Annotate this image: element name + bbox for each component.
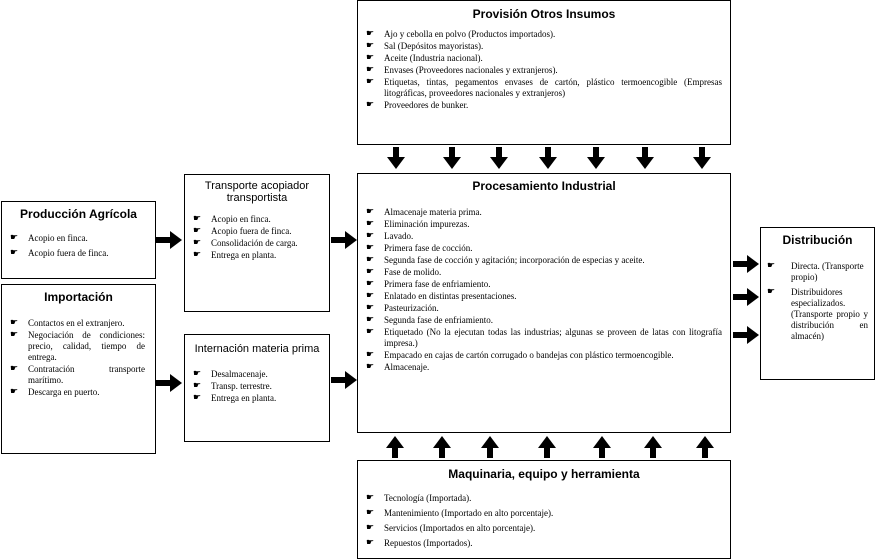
arrow-up-icon	[433, 436, 451, 458]
list-item: ☛ Acopio fuera de finca.	[10, 248, 109, 258]
list-item: ☛ Consolidación de carga.	[193, 238, 298, 248]
pointing-hand-icon: ☛	[366, 362, 375, 372]
pointing-hand-icon: ☛	[10, 330, 19, 340]
list-item: ☛ Ajo y cebolla en polvo (Productos importados).	[366, 29, 556, 39]
pointing-hand-icon: ☛	[366, 267, 375, 277]
pointing-hand-icon: ☛	[193, 214, 202, 224]
list-item: ☛ Transp. terrestre.	[193, 381, 272, 391]
list-item: ☛ Contratación transporte marítimo.	[10, 364, 145, 385]
pointing-hand-icon: ☛	[193, 369, 202, 379]
pointing-hand-icon: ☛	[366, 231, 375, 241]
pointing-hand-icon: ☛	[193, 238, 202, 248]
list-item: ☛ Tecnología (Importada).	[366, 493, 472, 503]
list-item: ☛ Entrega en planta.	[193, 393, 277, 403]
pointing-hand-icon: ☛	[366, 350, 375, 360]
list-item: ☛ Repuestos (Importados).	[366, 538, 473, 548]
distribucion-title: Distribución	[782, 233, 853, 247]
arrow-up-icon	[593, 436, 611, 458]
list-item: ☛ Acopio en finca.	[10, 233, 88, 243]
pointing-hand-icon: ☛	[366, 493, 375, 503]
arrow-down-icon	[387, 147, 405, 169]
arrow-down-icon	[587, 147, 605, 169]
internacion-title: Internación materia prima	[194, 343, 320, 355]
pointing-hand-icon: ☛	[366, 315, 375, 325]
importacion-title: Importación	[44, 290, 113, 304]
list-item: ☛ Acopio fuera de finca.	[193, 226, 292, 236]
list-item: ☛ Negociación de condiciones: precio, calidad, tiempo de entrega.	[10, 330, 145, 362]
pointing-hand-icon: ☛	[366, 29, 375, 39]
list-item: ☛ Sal (Depósitos mayoristas).	[366, 41, 484, 51]
list-item: ☛ Eliminación impurezas.	[366, 219, 470, 229]
arrow-down-icon	[490, 147, 508, 169]
arrow-right-icon	[733, 255, 759, 273]
pointing-hand-icon: ☛	[193, 250, 202, 260]
list-item: ☛ Etiquetado (No la ejecutan todas las industrias; algunas se proveen de latas con litografía impresa.)	[366, 327, 722, 348]
list-item: ☛ Servicios (Importados en alto porcentaje).	[366, 523, 536, 533]
transporte-title: Transporte acopiador transportista	[204, 180, 310, 204]
pointing-hand-icon: ☛	[193, 393, 202, 403]
list-item: ☛ Mantenimiento (Importado en alto porcentaje).	[366, 508, 554, 518]
arrow-down-icon	[636, 147, 654, 169]
list-item: ☛ Descarga en puerto.	[10, 387, 100, 397]
list-item: ☛ Envases (Proveedores nacionales y extranjeros).	[366, 65, 558, 75]
list-item: ☛ Primera fase de cocción.	[366, 243, 473, 253]
pointing-hand-icon: ☛	[366, 77, 375, 87]
pointing-hand-icon: ☛	[366, 100, 375, 110]
list-item: ☛ Distribuidores especializados. (Transporte propio y distribución en almacén)	[767, 287, 868, 341]
arrow-up-icon	[386, 436, 404, 458]
arrow-up-icon	[644, 436, 662, 458]
pointing-hand-icon: ☛	[366, 291, 375, 301]
procesamiento-title: Procesamiento Industrial	[472, 179, 616, 193]
pointing-hand-icon: ☛	[366, 53, 375, 63]
list-item: ☛ Acopio en finca.	[193, 214, 271, 224]
pointing-hand-icon: ☛	[366, 41, 375, 51]
arrow-right-icon	[733, 326, 759, 344]
pointing-hand-icon: ☛	[366, 327, 375, 337]
pointing-hand-icon: ☛	[193, 226, 202, 236]
arrow-right-icon	[156, 231, 182, 249]
arrow-right-icon	[331, 371, 357, 389]
arrow-up-icon	[481, 436, 499, 458]
list-item: ☛ Etiquetas, tintas, pegamentos envases de cartón, plástico termoencogible (Empresas litográficas, proveedores nacionales y extranjeros)	[366, 77, 722, 98]
pointing-hand-icon: ☛	[767, 287, 776, 297]
maquinaria-title: Maquinaria, equipo y herramienta	[448, 467, 640, 481]
pointing-hand-icon: ☛	[10, 387, 19, 397]
list-item: ☛ Desalmacenaje.	[193, 369, 268, 379]
arrow-right-icon	[733, 288, 759, 306]
arrow-down-icon	[693, 147, 711, 169]
list-item: ☛ Segunda fase de enfriamiento.	[366, 315, 493, 325]
list-item: ☛ Primera fase de enfriamiento.	[366, 279, 491, 289]
list-item: ☛ Enlatado en distintas presentaciones.	[366, 291, 517, 301]
pointing-hand-icon: ☛	[366, 243, 375, 253]
pointing-hand-icon: ☛	[10, 248, 19, 258]
pointing-hand-icon: ☛	[366, 255, 375, 265]
pointing-hand-icon: ☛	[366, 207, 375, 217]
arrow-right-icon	[156, 374, 182, 392]
list-item: ☛ Proveedores de bunker.	[366, 100, 469, 110]
list-item: ☛ Pasteurización.	[366, 303, 439, 313]
arrow-up-icon	[696, 436, 714, 458]
arrow-down-icon	[539, 147, 557, 169]
arrow-down-icon	[443, 147, 461, 169]
pointing-hand-icon: ☛	[366, 538, 375, 548]
pointing-hand-icon: ☛	[366, 523, 375, 533]
arrow-right-icon	[331, 231, 357, 249]
list-item: ☛ Almacenaje.	[366, 362, 430, 372]
list-item: ☛ Lavado.	[366, 231, 414, 241]
pointing-hand-icon: ☛	[366, 65, 375, 75]
list-item: ☛ Segunda fase de cocción y agitación; incorporación de especias y aceite.	[366, 255, 645, 265]
pointing-hand-icon: ☛	[366, 508, 375, 518]
pointing-hand-icon: ☛	[10, 318, 19, 328]
list-item: ☛ Almacenaje materia prima.	[366, 207, 482, 217]
provision-title: Provisión Otros Insumos	[472, 7, 616, 21]
arrow-up-icon	[538, 436, 556, 458]
list-item: ☛ Fase de molido.	[366, 267, 442, 277]
pointing-hand-icon: ☛	[366, 279, 375, 289]
pointing-hand-icon: ☛	[10, 233, 19, 243]
pointing-hand-icon: ☛	[366, 303, 375, 313]
pointing-hand-icon: ☛	[10, 364, 19, 374]
list-item: ☛ Directa. (Transporte propio)	[767, 261, 864, 282]
list-item: ☛ Contactos en el extranjero.	[10, 318, 125, 328]
pointing-hand-icon: ☛	[366, 219, 375, 229]
produccion-title: Producción Agrícola	[20, 207, 137, 221]
list-item: ☛ Empacado en cajas de cartón corrugado o bandejas con plástico termoencogible.	[366, 350, 674, 360]
pointing-hand-icon: ☛	[767, 261, 776, 271]
list-item: ☛ Aceite (Industria nacional).	[366, 53, 483, 63]
pointing-hand-icon: ☛	[193, 381, 202, 391]
list-item: ☛ Entrega en planta.	[193, 250, 277, 260]
